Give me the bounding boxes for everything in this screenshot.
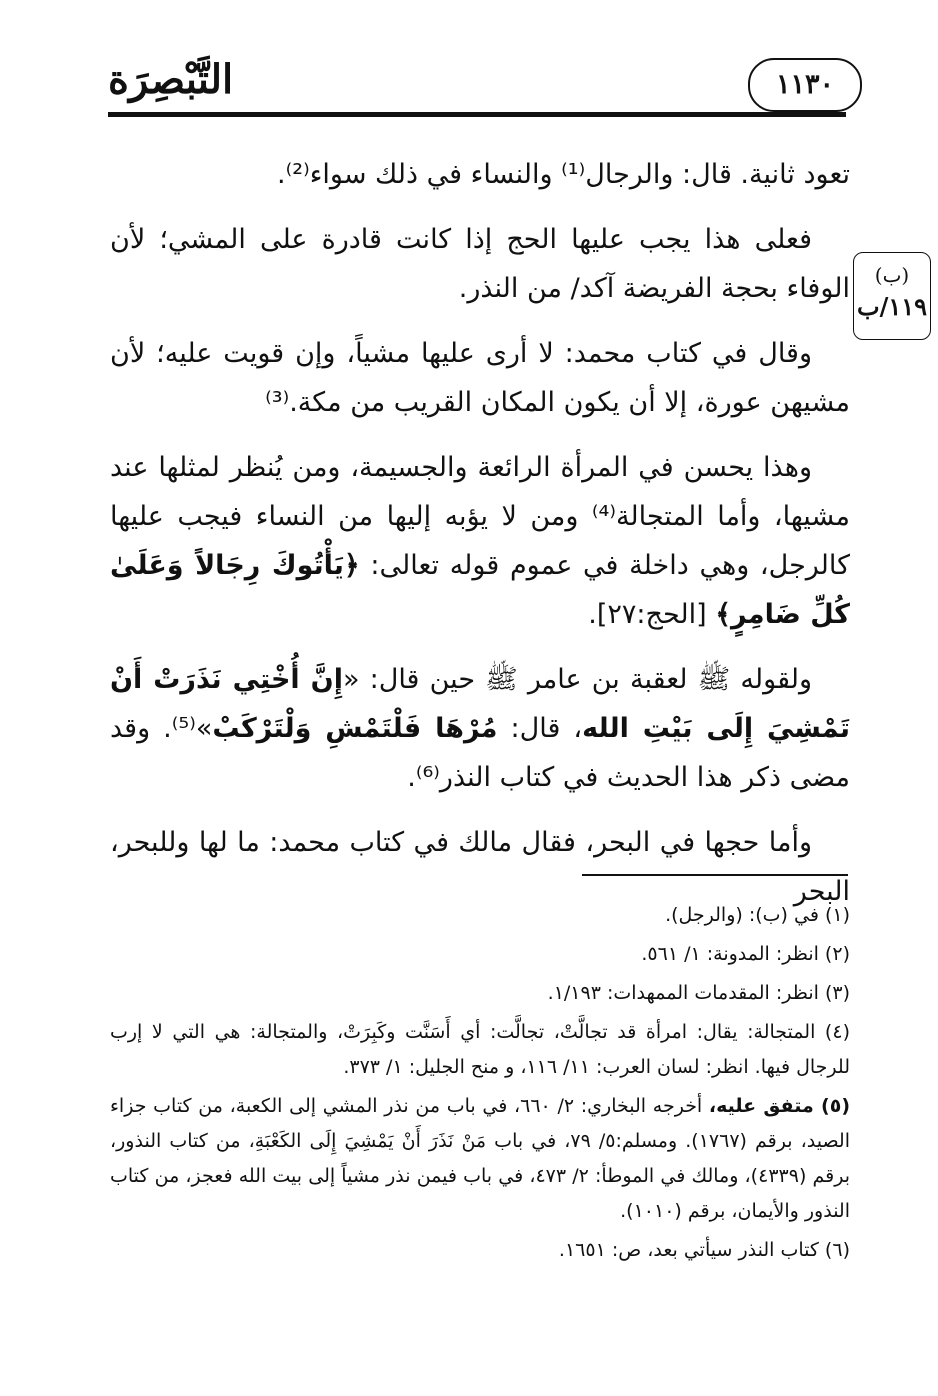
margin-note-line1: (ب)	[874, 263, 910, 287]
footnote-5	[110, 1089, 850, 1229]
hadith-quote-2: مُرْهَا فَلْتَمْشِ وَلْتَرْكَبْ	[212, 713, 498, 744]
page-number: ١١٣٠	[748, 58, 862, 112]
paragraph-2: فعلى هذا يجب عليها الحج إذا كانت قادرة على المشي؛ لأن الوفاء بحجة الفريضة آكد/ من النذر.	[110, 224, 850, 304]
footnote-5-text: أخرجه البخاري: ٢/ ٦٦٠، في باب من نذر المشي إلى الكعبة، من كتاب جزاء الصيد، برقم (١٧٦٧). ومسلم:٥/ ٧٩، في باب مَنْ نَذَرَ أَنْ يَمْشِيَ إِلَى الكَعْبَةِ، من كتاب النذور، برقم (٤٣٣٩)، ومالك في الموطأ: ٢/ ٤٧٣، في باب فيمن نذر مشياً إلى بيت الله فعجز، من كتاب النذور والأيمان، برقم (١٠١٠).	[110, 1095, 851, 1222]
paragraph-5-mid: ، قال:	[497, 713, 583, 744]
paragraph-1: تعود ثانية. قال: والرجال⁽¹⁾ والنساء في ذلك سواء⁽²⁾.	[277, 159, 850, 190]
quran-quote: ﴿يَأْتُوكَ رِجَالاً وَعَلَىٰ كُلِّ ضَامِرٍ﴾	[110, 550, 850, 630]
hadith-quote-1: إِنَّ أُخْتِي نَذَرَتْ أَنْ تَمْشِيَ إِلَى بَيْتِ الله	[110, 664, 850, 744]
page-header	[108, 52, 848, 122]
paragraph-5-end: »⁽⁵⁾. وقد مضى ذكر هذا الحديث في كتاب النذر⁽⁶⁾.	[110, 713, 850, 793]
footnotes	[110, 898, 850, 1272]
paragraph-4-end: [الحج:٢٧].	[588, 599, 716, 630]
paragraph-6: وأما حجها في البحر، فقال مالك في كتاب محمد: ما لها وللبحر، البحر	[110, 827, 850, 907]
paragraph-5	[110, 655, 850, 802]
footnote-2: (٢) انظر: المدونة: ١/ ٥٦١.	[641, 943, 850, 965]
margin-note-line2: ١١٩/ب	[856, 292, 928, 321]
paragraph-4-start: وهذا يحسن في المرأة الرائعة والجسيمة، ومن يُنظر لمثلها عند مشيها، وأما المتجالة⁽⁴⁾ ومن لا يؤبه إليها من النساء فيجب عليها كالرجل، وهي داخلة في عموم قوله تعالى:	[110, 452, 851, 581]
footnote-1: (١) في (ب): (والرجل).	[665, 904, 850, 926]
footnote-5-lead: (٥) متفق عليه،	[708, 1095, 850, 1117]
footnote-6: (٦) كتاب النذر سيأتي بعد، ص: ١٦٥١.	[558, 1239, 850, 1261]
footnote-4: (٤) المتجالة: يقال: امرأة قد تجالَّتْ، تجالَّت: أي أَسَنَّت وكَبِرَتْ، والمتجالة: هي التي لا إرب للرجال فيها. انظر: لسان العرب: ١١/ ١١٦، و منح الجليل: ١/ ٣٧٣.	[110, 1021, 850, 1078]
footnote-separator	[582, 874, 848, 876]
footnote-3: (٣) انظر: المقدمات الممهدات: ١/١٩٣.	[547, 982, 850, 1004]
paragraph-3: وقال في كتاب محمد: لا أرى عليها مشياً، وإن قويت عليه؛ لأن مشيهن عورة، إلا أن يكون المكان القريب من مكة.⁽³⁾	[110, 338, 850, 418]
paragraph-4	[110, 443, 850, 639]
margin-manuscript-note	[853, 252, 931, 340]
book-title: التَّبْصِرَة	[108, 56, 234, 103]
paragraph-5-start: ولقوله ﷺ لعقبة بن عامر ﷺ حين قال: «	[342, 664, 812, 695]
header-rule	[108, 112, 846, 117]
main-text	[110, 150, 850, 932]
